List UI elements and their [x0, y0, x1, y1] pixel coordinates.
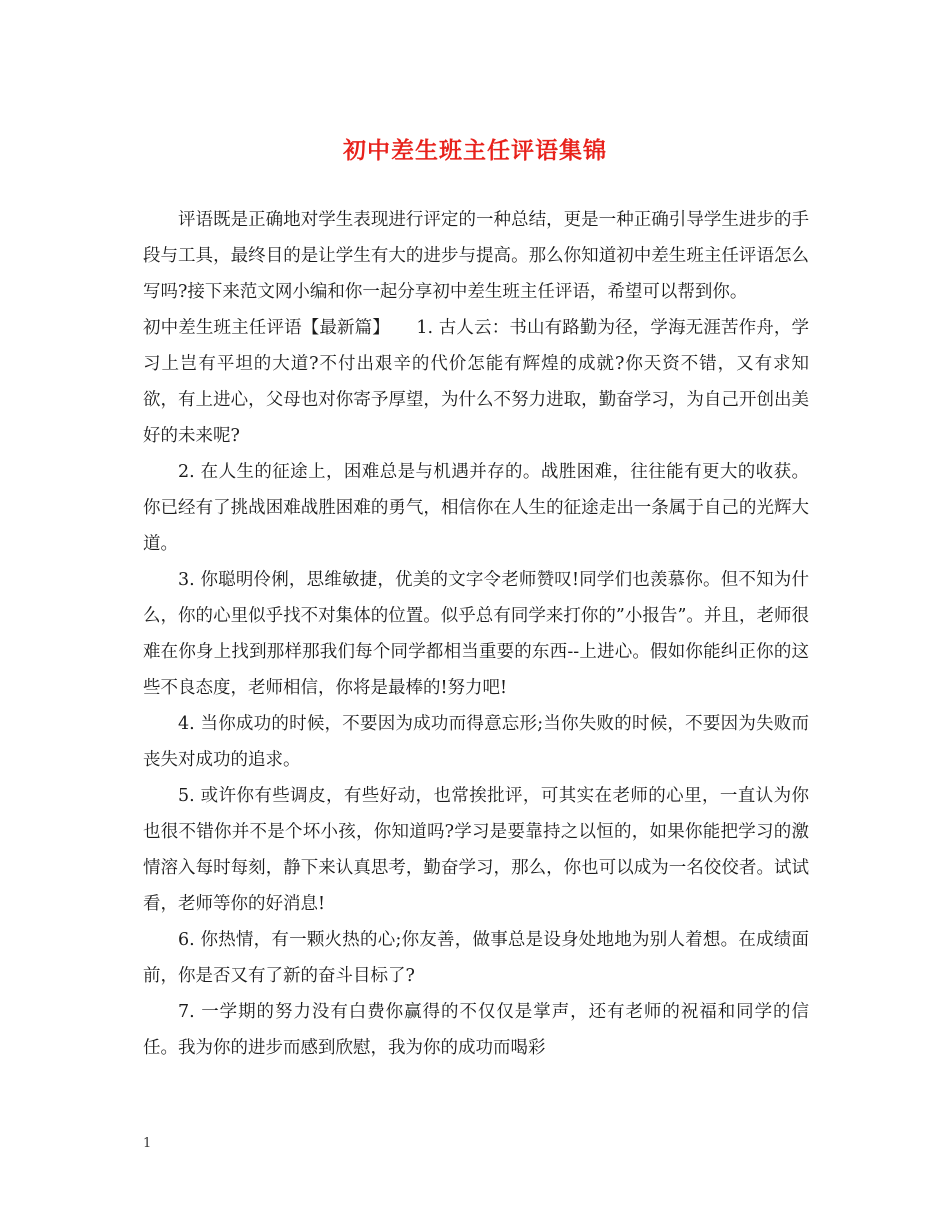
paragraph-item-5: 5. 或许你有些调皮，有些好动，也常挨批评，可其实在老师的心里，一直认为你也很不错你并不是个坏小孩，你知道吗?学习是要靠持之以恒的，如果你能把学习的激情溶入每时每刻，静下来认真思考，勤奋学习，那么，你也可以成为一名佼佼者。试试看，老师等你的好消息!: [143, 786, 809, 914]
paragraph-intro: 评语既是正确地对学生表现进行评定的一种总结，更是一种正确引导学生进步的手段与工具，最终目的是让学生有大的进步与提高。那么你知道初中差生班主任评语怎么写吗?接下来范文网小编和你一起分享初中差生班主任评语，希望可以帮到你。: [143, 210, 809, 302]
paragraph-item-7: 7. 一学期的努力没有白费你赢得的不仅仅是掌声，还有老师的祝福和同学的信任。我为你的进步而感到欣慰，我为你的成功而喝彩: [143, 1002, 809, 1058]
page-number: 1: [143, 1136, 152, 1151]
document-title: 初中差生班主任评语集锦: [343, 137, 607, 164]
paragraph-item-6: 6. 你热情，有一颗火热的心;你友善，做事总是设身处地地为别人着想。在成绩面前，你是否又有了新的奋斗目标了?: [143, 930, 809, 986]
paragraph-item-2: 2. 在人生的征途上，困难总是与机遇并存的。战胜困难，往往能有更大的收获。你已经有了挑战困难战胜困难的勇气，相信你在人生的征途走出一条属于自己的光辉大道。: [143, 462, 809, 554]
paragraph-item-1: 初中差生班主任评语【最新篇】 1. 古人云：书山有路勤为径，学海无涯苦作舟，学习上岂有平坦的大道?不付出艰辛的代价怎能有辉煌的成就?你天资不错，又有求知欲，有上进心，父母也对你寄予厚望，为什么不努力进取，勤奋学习，为自己开创出美好的未来呢?: [143, 318, 809, 446]
paragraph-item-4: 4. 当你成功的时候，不要因为成功而得意忘形;当你失败的时候，不要因为失败而丧失对成功的追求。: [143, 714, 809, 770]
paragraph-item-3: 3. 你聪明伶俐，思维敏捷，优美的文字令老师赞叹!同学们也羡慕你。但不知为什么，你的心里似乎找不对集体的位置。似乎总有同学来打你的”小报告”。并且，老师很难在你身上找到那样那我们每个同学都相当重要的东西--上进心。假如你能纠正你的这些不良态度，老师相信，你将是最棒的!努力吧!: [143, 570, 809, 698]
document-body: [143, 202, 809, 1066]
